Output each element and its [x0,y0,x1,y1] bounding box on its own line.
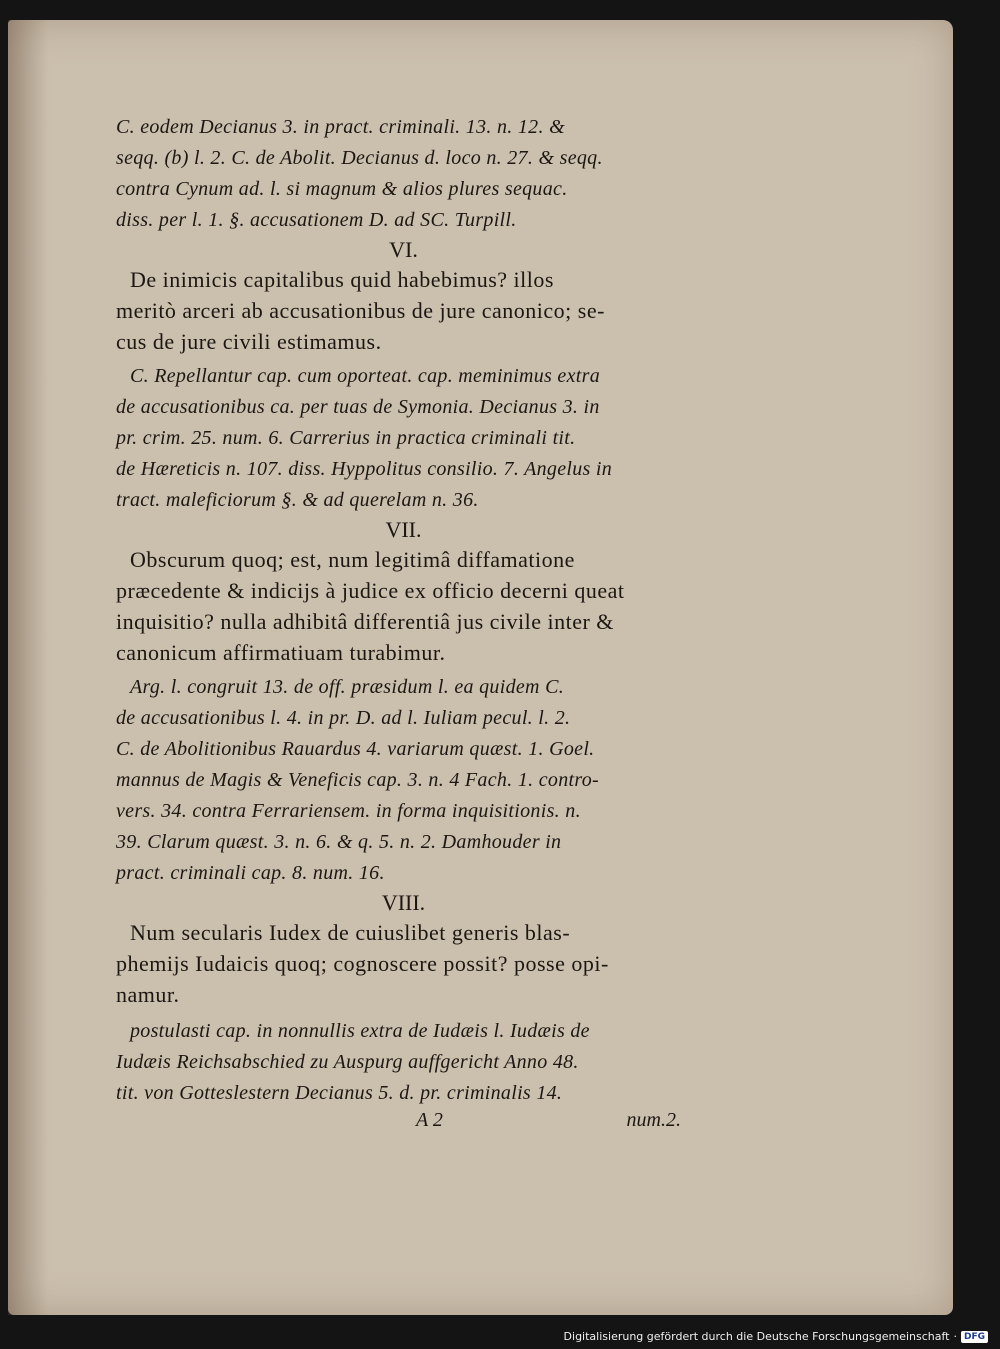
footnote-block-7 [116,672,691,889]
text-line: de accusationibus l. 4. in pr. D. ad l. Iuliam pecul. l. 2. [116,707,571,729]
text-block [116,112,691,1139]
thesis-7 [116,544,691,668]
text-line: contra Cynum ad. l. si magnum & alios plures sequac. [116,178,568,200]
text-line: pr. crim. 25. num. 6. Carrerius in practica criminali tit. [116,427,576,449]
text-line: Obscurum quoq; est, num legitimâ diffamatione [130,547,575,572]
text-line: Iudæis Reichsabschied zu Auspurg auffgericht Anno 48. [116,1051,579,1073]
text-line: C. Repellantur cap. cum oporteat. cap. meminimus extra [130,365,601,387]
text-line: phemijs Iudaicis quoq; cognoscere possit? posse opi- [116,951,609,976]
text-line: cus de jure civili estimamus. [116,329,382,354]
thesis-6 [116,264,691,357]
dfg-logo-icon: DFG [961,1331,988,1343]
text-line: meritò arceri ab accusationibus de jure canonico; se- [116,298,605,323]
text-line: C. de Abolitionibus Rauardus 4. variarum quæst. 1. Goel. [116,738,595,760]
text-line: inquisitio? nulla adhibitâ differentiâ jus civile inter & [116,609,614,634]
credit-text: Digitalisierung gefördert durch die Deutsche Forschungsgemeinschaft [563,1330,950,1343]
text-line: pract. criminali cap. 8. num. 16. [116,862,385,884]
thesis-8 [116,917,691,1010]
text-line: Arg. l. congruit 13. de off. præsidum l. ea quidem C. [130,676,565,698]
text-line: de Hæreticis n. 107. diss. Hyppolitus consilio. 7. Angelus in [116,458,613,480]
text-line: De inimicis capitalibus quid habebimus? illos [130,267,554,292]
text-line: diss. per l. 1. §. accusationem D. ad SC. Turpill. [116,209,517,231]
section-numeral-7: VII. [385,517,422,542]
section-numeral-6: VI. [389,237,418,262]
text-line: C. eodem Decianus 3. in pract. criminali. 13. n. 12. & [116,116,565,138]
text-line: tract. maleficiorum §. & ad querelam n. 36. [116,489,479,511]
text-line: mannus de Magis & Veneficis cap. 3. n. 4 Fach. 1. contro- [116,769,599,791]
text-line: præcedente & indicijs à judice ex officio decerni queat [116,578,625,603]
text-line: tit. von Gotteslestern Decianus 5. d. pr. criminalis 14. [116,1082,563,1104]
text-line: postulasti cap. in nonnullis extra de Iudæis l. Iudæis de [130,1020,590,1042]
signature-mark: A 2 [416,1109,443,1131]
book-page [8,20,953,1315]
text-line: Num secularis Iudex de cuiuslibet generis blas- [130,920,571,945]
text-line: canonicum affirmatiuam turabimur. [116,640,446,665]
text-line: namur. [116,982,180,1007]
text-line: vers. 34. contra Ferrariensem. in forma inquisitionis. n. [116,800,581,822]
text-line: 39. Clarum quæst. 3. n. 6. & q. 5. n. 2. Damhouder in [116,831,562,853]
text-line: seqq. (b) l. 2. C. de Abolit. Decianus d. loco n. 27. & seqq. [116,147,603,169]
page-footer [116,1109,691,1139]
footnote-block-8 [116,1016,691,1109]
funding-credit: Digitalisierung gefördert durch die Deutsche Forschungsgemeinschaft · DFG [564,1330,988,1343]
catchword: num.2. [626,1109,681,1131]
footnote-block-6 [116,361,691,516]
text-line: de accusationibus ca. per tuas de Symonia. Decianus 3. in [116,396,600,418]
footnote-block-1 [116,112,691,236]
section-numeral-8: VIII. [381,890,426,915]
